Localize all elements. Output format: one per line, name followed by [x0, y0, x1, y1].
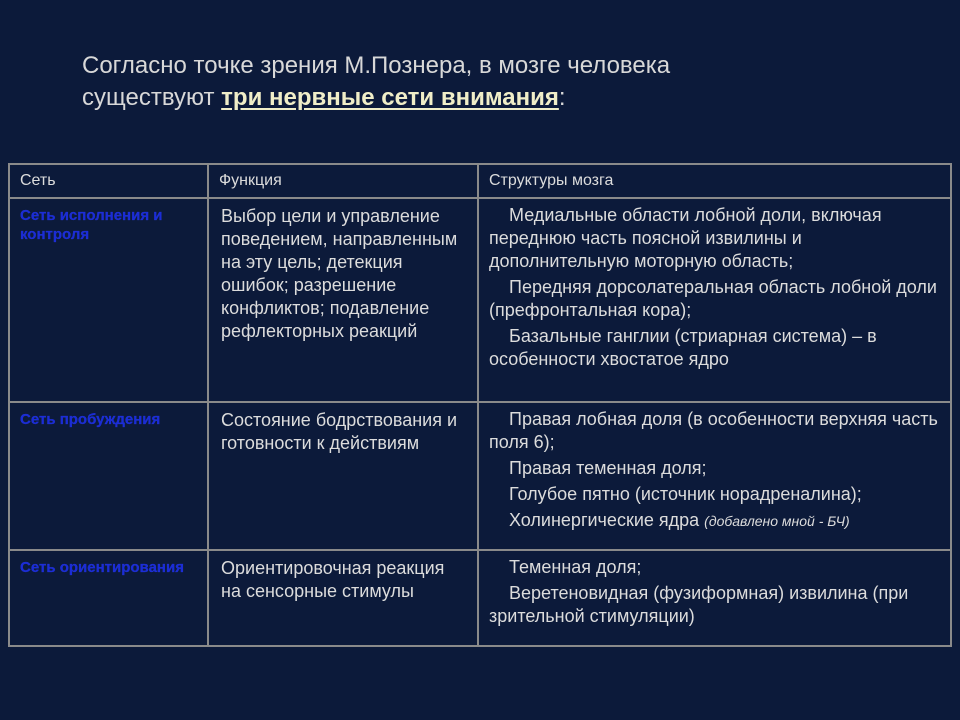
structure-item: Правая теменная доля; [509, 458, 707, 478]
net-cell [9, 550, 208, 646]
structure-item: Медиальные области лобной доли, включая переднюю часть поясной извилины и дополнительную моторную область; [489, 205, 882, 271]
header-net-label: Сеть [20, 172, 56, 189]
table-row [9, 402, 951, 550]
slide-title [82, 50, 902, 114]
structure-note: (добавлено мной - БЧ) [704, 513, 850, 529]
header-function-label: Функция [219, 172, 282, 189]
header-function [208, 164, 478, 198]
function-cell [208, 402, 478, 550]
title-highlight: три нервные сети внимания [221, 84, 559, 111]
structure-item: Голубое пятно (источник норадреналина); [509, 484, 862, 504]
header-structures [478, 164, 951, 198]
title-line-2-start: существуют [82, 84, 222, 111]
net-name: Сеть ориентирования [20, 559, 184, 576]
structure-item: Базальные ганглии (стриарная система) – в особенности хвостатое ядро [489, 326, 877, 369]
function-text: Состояние бодрствования и готовности к действиям [221, 410, 458, 453]
function-cell [208, 550, 478, 646]
header-net [9, 164, 208, 198]
structures-cell [478, 550, 951, 646]
structures-list [479, 403, 950, 544]
title-line-2 [82, 82, 902, 114]
structure-item [489, 509, 940, 533]
structures-list [479, 199, 950, 382]
function-cell [208, 198, 478, 402]
table-row [9, 198, 951, 402]
structure-item-text: Холинергические ядра [509, 510, 705, 530]
function-text: Ориентировочная реакция на сенсорные стимулы [221, 558, 445, 601]
structure-item: Правая лобная доля (в особенности верхняя часть поля 6); [489, 409, 938, 452]
structures-list [479, 551, 950, 639]
net-cell [9, 402, 208, 550]
structures-cell [478, 402, 951, 550]
function-text: Выбор цели и управление поведением, направленным на эту цель; детекция ошибок; разрешение конфликтов; подавление рефлекторных реакций [221, 206, 458, 341]
structure-item: Передняя дорсолатеральная область лобной доли (префронтальная кора); [489, 277, 937, 320]
title-line-1: Согласно точке зрения М.Познера, в мозге человека [82, 52, 671, 79]
structure-item: Веретеновидная (фузиформная) извилина (при зрительной стимуляции) [489, 583, 909, 626]
structure-item: Теменная доля; [509, 557, 642, 577]
net-cell [9, 198, 208, 402]
title-line-2-end: : [558, 84, 566, 111]
net-name: Сеть исполнения и контроля [20, 207, 163, 243]
attention-networks-table [8, 163, 952, 647]
table-header-row [9, 164, 951, 198]
table-row [9, 550, 951, 646]
header-structures-label: Структуры мозга [489, 172, 614, 189]
net-name: Сеть пробуждения [20, 411, 161, 428]
structures-cell [478, 198, 951, 402]
